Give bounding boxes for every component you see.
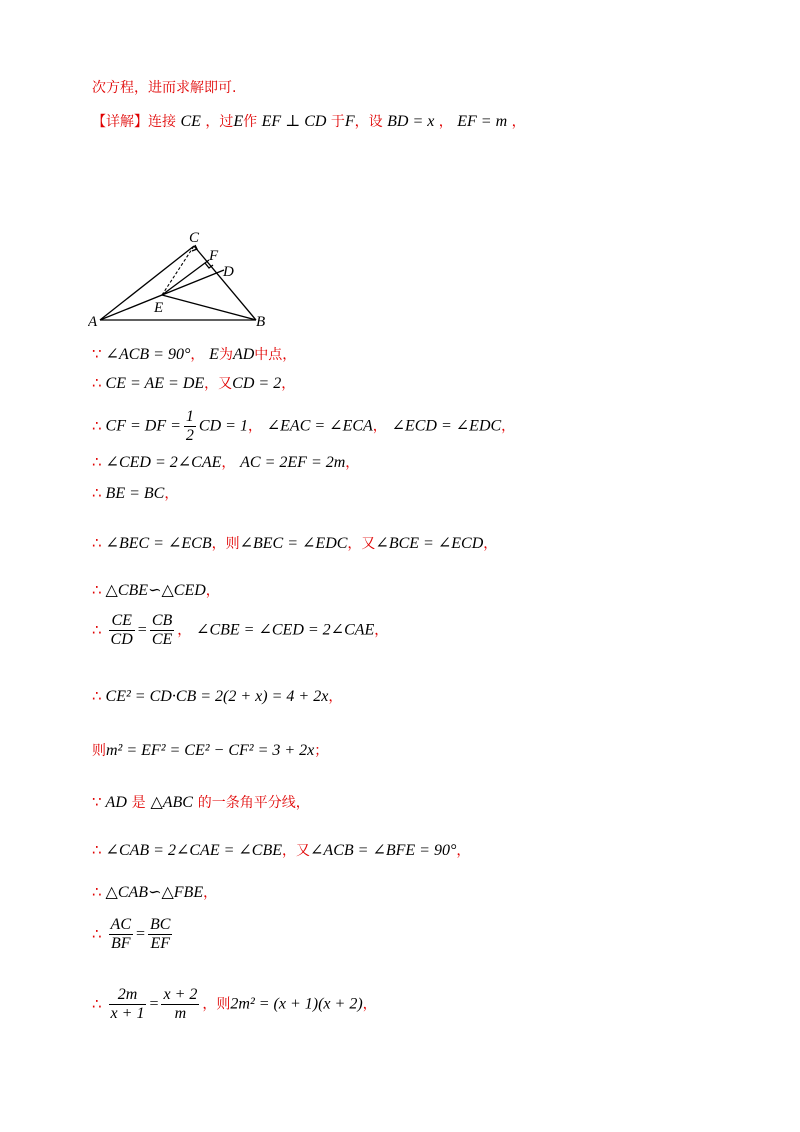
math: ∠EAC = ∠ECA <box>266 417 373 435</box>
math: BD = x <box>387 113 435 130</box>
fraction-one-half <box>184 408 196 445</box>
fraction-ac-bf <box>109 916 133 953</box>
numerator: BC <box>150 916 171 933</box>
math: CD = 1 <box>198 417 248 435</box>
text: ， <box>511 114 526 130</box>
text: ； <box>314 743 329 759</box>
math: CE² = CD·CB = 2(2 + x) = 4 + 2x <box>105 688 329 705</box>
text: ，则 <box>202 996 231 1013</box>
math: AC = 2EF = 2m <box>240 454 346 471</box>
therefore-symbol: ∴ <box>92 581 102 599</box>
text: ， <box>372 418 387 435</box>
step-4 <box>92 452 359 473</box>
step-9 <box>92 686 342 707</box>
math: E <box>233 113 244 130</box>
text: ， <box>345 455 360 471</box>
text: 连接 <box>148 114 176 130</box>
step-7 <box>92 580 220 601</box>
label-f: F <box>209 248 219 264</box>
math: CF = DF = <box>105 417 181 435</box>
detail-heading-line <box>92 112 526 132</box>
math: E <box>209 346 219 363</box>
math: CE = AE = DE <box>105 375 205 392</box>
text: ， <box>247 418 262 435</box>
text: 的一条角平分线， <box>197 795 310 811</box>
step-15 <box>92 986 377 1023</box>
therefore-symbol: ∴ <box>92 994 102 1013</box>
text: ，则 <box>211 536 240 552</box>
math: ∠BEC = ∠ECB <box>105 535 212 552</box>
numerator: CE <box>109 612 135 631</box>
denominator: 2 <box>185 427 194 444</box>
triangle-figure <box>88 224 278 334</box>
numerator: 2m <box>109 986 147 1005</box>
text: ，又 <box>347 536 376 552</box>
text: ， <box>281 376 296 392</box>
step-12 <box>92 840 470 861</box>
therefore-symbol: ∴ <box>92 841 102 859</box>
math: CE <box>180 113 201 130</box>
math: △CAB∽△FBE <box>105 884 204 901</box>
math: F <box>344 113 355 130</box>
therefore-symbol: ∴ <box>92 453 102 471</box>
math: BE = BC <box>105 485 165 502</box>
denominator: CE <box>151 631 173 648</box>
numerator: 1 <box>185 408 194 425</box>
math: EF = m <box>457 113 508 130</box>
equals-sign: = <box>136 925 146 943</box>
equals-sign: = <box>137 621 147 639</box>
text: 为 <box>218 347 233 363</box>
step-6 <box>92 533 497 554</box>
label-c: C <box>189 230 200 246</box>
math: AD <box>105 794 127 811</box>
step-3 <box>92 408 515 445</box>
text: ，又 <box>282 843 311 859</box>
text: 是 <box>131 795 146 811</box>
math: △CBE∽△CED <box>105 582 206 599</box>
math: ∠CED = 2∠CAE <box>105 454 222 471</box>
text: ， <box>438 114 453 130</box>
text: ， <box>328 689 343 705</box>
label-b: B <box>256 314 266 330</box>
segment-eb <box>162 295 256 320</box>
math: ∠BCE = ∠ECD <box>375 535 484 552</box>
math: ∠ECD = ∠EDC <box>391 417 502 435</box>
text: 则 <box>92 743 106 759</box>
therefore-symbol: ∴ <box>92 484 102 502</box>
math: 2m² = (x + 1)(x + 2) <box>230 995 363 1013</box>
math: EF ⊥ CD <box>261 113 327 130</box>
math: ∠ACB = ∠BFE = 90° <box>310 842 457 859</box>
text: ， <box>203 885 218 901</box>
denominator: m <box>174 1005 187 1022</box>
therefore-symbol: ∴ <box>92 687 102 705</box>
math: △ABC <box>150 794 193 811</box>
fraction-cb-ce <box>150 612 174 649</box>
text-line-1 <box>92 78 236 98</box>
segment-cb <box>194 246 256 320</box>
fraction-x2-m <box>161 986 199 1023</box>
intro-text: 次方程，进而求解即可. <box>92 80 237 96</box>
fraction-ce-cd <box>109 612 135 649</box>
math: ∠ACB = 90° <box>105 346 191 363</box>
therefore-symbol: ∴ <box>92 416 102 435</box>
text: 作 <box>243 114 258 130</box>
denominator: EF <box>150 935 171 952</box>
text: ， <box>501 418 516 435</box>
math: AD <box>232 346 255 363</box>
math: ∠BEC = ∠EDC <box>239 535 348 552</box>
label-e: E <box>154 300 164 316</box>
label-d: D <box>223 264 234 280</box>
numerator: x + 2 <box>163 986 198 1003</box>
text: ，又 <box>204 376 233 392</box>
text: ， <box>362 996 377 1013</box>
equals-sign: = <box>149 995 159 1013</box>
text: ， <box>190 347 205 363</box>
text: ，过 <box>205 114 234 130</box>
step-1 <box>92 344 296 365</box>
step-14 <box>92 916 175 953</box>
because-symbol: ∵ <box>92 793 102 811</box>
text: 中点， <box>254 347 297 363</box>
therefore-symbol: ∴ <box>92 924 102 943</box>
therefore-symbol: ∴ <box>92 374 102 392</box>
segment-ce-dashed <box>162 246 194 295</box>
numerator: CB <box>151 612 173 629</box>
therefore-symbol: ∴ <box>92 620 102 639</box>
text: ， <box>456 843 471 859</box>
step-2 <box>92 373 295 394</box>
text: ， <box>205 583 220 599</box>
text: ， <box>374 622 389 639</box>
step-11 <box>92 792 310 813</box>
step-8 <box>92 612 388 649</box>
fraction-2m-x1 <box>109 986 147 1023</box>
math: ∠CAB = 2∠CAE = ∠CBE <box>105 842 283 859</box>
math: CD = 2 <box>232 375 282 392</box>
therefore-symbol: ∴ <box>92 883 102 901</box>
because-symbol: ∵ <box>92 345 102 363</box>
therefore-symbol: ∴ <box>92 534 102 552</box>
denominator: x + 1 <box>110 1005 145 1022</box>
text: ， <box>177 622 192 639</box>
math: m² = EF² = CE² − CF² = 3 + 2x <box>106 742 315 759</box>
segment-ac <box>100 246 194 320</box>
text: ，设 <box>354 114 383 130</box>
step-5 <box>92 483 178 504</box>
denominator: CD <box>110 631 133 648</box>
denominator: BF <box>111 935 131 952</box>
step-13 <box>92 882 217 903</box>
numerator: AC <box>110 916 131 933</box>
step-10 <box>92 740 328 761</box>
text: ， <box>164 486 179 502</box>
math: ∠CBE = ∠CED = 2∠CAE <box>196 621 375 639</box>
fraction-bc-ef <box>148 916 172 953</box>
detail-tag: 【详解】 <box>92 114 148 130</box>
text: 于 <box>330 114 345 130</box>
text: ， <box>483 536 498 552</box>
text: ， <box>221 455 236 471</box>
label-a: A <box>88 314 98 330</box>
